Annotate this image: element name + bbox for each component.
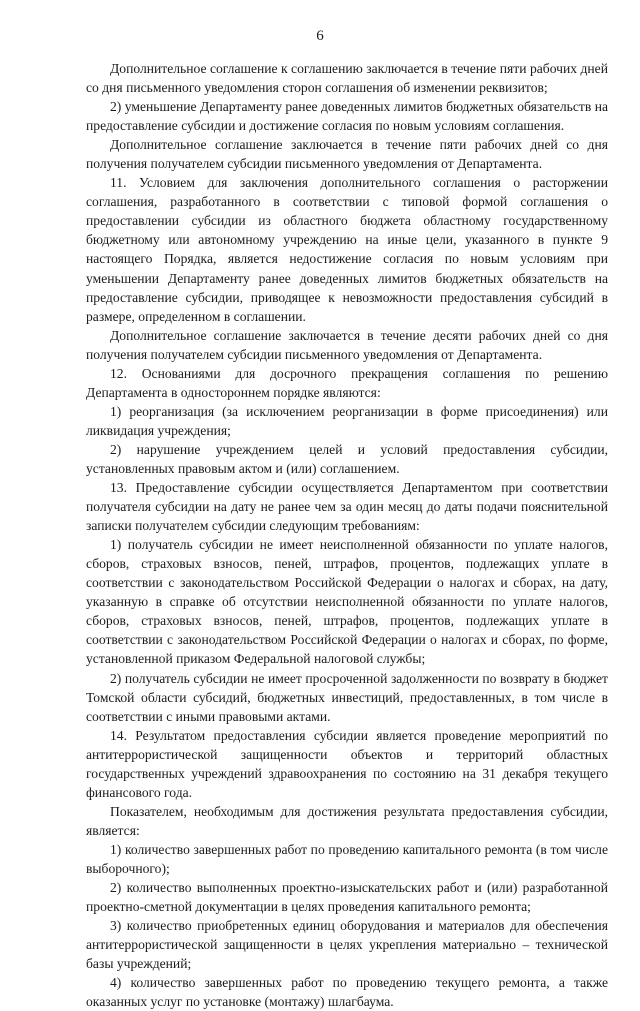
paragraph: 11. Условием для заключения дополнительного соглашения о расторжении соглашения, разработанного в соответствии с типовой формой соглашения о предоставлении субсидии из областного бюджета областному государственному бюджетному или автономному учреждению на иные цели, указанного в пункте 9 настоящего Порядка, является недостижение согласия по новым условиям при уменьшении Департаменту ранее доведенных лимитов бюджетных обязательств на предоставление субсидии, приводящее к невозможности предоставления субсидий в размере, определенном в соглашении. — [86, 175, 608, 324]
document-body — [86, 59, 608, 1011]
paragraph: Дополнительное соглашение к соглашению заключается в течение пяти рабочих дней со дня письменного уведомления сторон соглашения об изменении реквизитов; — [86, 61, 608, 96]
paragraph: 1) получатель субсидии не имеет неисполненной обязанности по уплате налогов, сборов, страховых взносов, пеней, штрафов, процентов, подлежащих уплате в соответствии с законодательством Российской Федерации о налогах и сборах, на дату, указанную в справке об отсутствии неисполненной обязанности по уплате налогов, сборов, страховых взносов, пеней, штрафов, процентов, подлежащих уплате в соответствии с законодательством Российской Федерации о налогах и сборах, по форме, установленной приказом Федеральной налоговой службы; — [86, 537, 608, 667]
page-number: 6 — [316, 28, 324, 44]
paragraph: 3) количество приобретенных единиц оборудования и материалов для обеспечения антитеррористической защищенности в целях укрепления материально – технической базы учреждений; — [86, 918, 608, 972]
paragraph: Дополнительное соглашение заключается в течение десяти рабочих дней со дня получения получателем субсидии письменного уведомления от Департамента. — [86, 327, 608, 362]
paragraph: 2) уменьшение Департаменту ранее доведенных лимитов бюджетных обязательств на предоставление субсидии и достижение согласия по новым условиям соглашения. — [86, 99, 608, 134]
paragraph: 1) реорганизация (за исключением реорганизации в форме присоединения) или ликвидация учреждения; — [86, 403, 608, 438]
paragraph: 12. Основаниями для досрочного прекращения соглашения по решению Департамента в одностороннем порядке являются: — [86, 365, 608, 400]
paragraph: 2) нарушение учреждением целей и условий предоставления субсидии, установленных правовым актом и (или) соглашением. — [86, 441, 608, 476]
paragraph: 1) количество завершенных работ по проведению капитального ремонта (в том числе выборочного); — [86, 841, 608, 876]
paragraph: 13. Предоставление субсидии осуществляется Департаментом при соответствии получателя субсидии на дату не ранее чем за один месяц до даты подачи пояснительной записки получателем субсидии следующим требованиям: — [86, 480, 608, 534]
paragraph: 2) получатель субсидии не имеет просроченной задолженности по возврату в бюджет Томской области субсидий, бюджетных инвестиций, предоставленных, в том числе в соответствии с иными правовыми актами. — [86, 670, 608, 724]
paragraph: 4) количество завершенных работ по проведению текущего ремонта, а также оказанных услуг по установке (монтажу) шлагбаума. — [86, 975, 608, 1010]
paragraph: 2) количество выполненных проектно-изыскательских работ и (или) разработанной проектно-сметной документации в целях проведения капитального ремонта; — [86, 880, 608, 915]
paragraph: Дополнительное соглашение заключается в течение пяти рабочих дней со дня получения получателем субсидии письменного уведомления от Департамента. — [86, 137, 608, 172]
paragraph: Показателем, необходимым для достижения результата предоставления субсидии, является: — [86, 803, 608, 838]
paragraph: 14. Результатом предоставления субсидии является проведение мероприятий по антитеррористической защищенности объектов и территорий областных государственных учреждений здравоохранения по состоянию на 31 декабря текущего финансового года. — [86, 727, 608, 800]
